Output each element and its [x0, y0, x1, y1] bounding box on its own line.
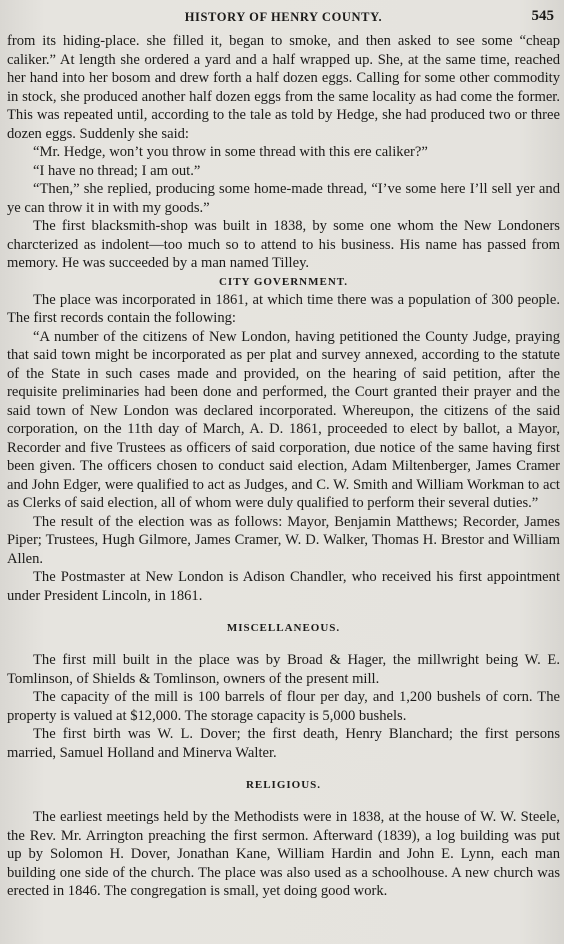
paragraph-continued: from its hiding-place. she filled it, began to smoke, and then asked to see some “cheap caliker.” At length she ordered a yard and a half wrapped up. She, at the same time, reached her hand into her bosom and drew forth a half dozen eggs. Calling for some other commodity in stock, she produced another half dozen eggs from the same locality as had come the former. This was repeated until, according to the tale as told by Hedge, she had produced two or three dozen eggs. Suddenly she said:	[7, 33, 560, 142]
paragraph: The place was incorporated in 1861, at which time there was a population of 300 people. The first records contain the following:	[7, 291, 560, 326]
page-header	[7, 4, 560, 32]
section-heading: CITY GOVERNMENT.	[218, 275, 349, 288]
paragraph-dialogue: “Then,” she replied, producing some home-made thread, “I’ve some here I’ll sell yer and ye can throw it in with my goods.”	[7, 181, 560, 216]
section-city-government	[7, 273, 560, 606]
paragraph-blacksmith: The first blacksmith-shop was built in 1838, by some one whom the New Londoners charcterized as indolent—too much so to attend to his business. His name has passed from memory. He was succeeded by a man named Tilley.	[7, 218, 560, 271]
running-head: HISTORY OF HENRY COUNTY.	[184, 10, 383, 24]
paragraph: The first mill built in the place was by Broad & Hager, the millwright being W. E. Tomlinson, of Shields & Tomlinson, owners of the present mill.	[7, 652, 560, 687]
paragraph-dialogue: “I have no thread; I am out.”	[33, 162, 201, 179]
section-heading: RELIGIOUS.	[245, 779, 322, 791]
paragraph-dialogue: “Mr. Hedge, won’t you throw in some thread with this ere caliker?”	[33, 144, 428, 160]
page-body	[7, 32, 560, 901]
section-miscellaneous	[7, 619, 560, 762]
section-heading: MISCELLANEOUS.	[226, 622, 341, 634]
paragraph: The first birth was W. L. Dover; the first death, Henry Blanchard; the first persons married, Samuel Holland and Minerva Walter.	[7, 726, 560, 761]
paragraph-quotation: “A number of the citizens of New London, having petitioned the County Judge, praying that said town might be incorporated as per plat and survey annexed, according to the statute of the State in such cases made and provided, on the hearing of said petition, after the requisite preliminaries had been done and performed, the Court granted their prayer and the said town of New London was declared incorporated. Whereupon, the citizens of the said corporation, on the 11th day of March, A. D. 1861, proceeded to elect by ballot, a Mayor, Recorder and five Trustees as officers of said corporation, due notice of the same having first been given. The officers chosen to conduct said election, Adam Miltenberger, James Cramer and John Edger, were qualified to act as Judges, and C. W. Smith and William Workman to act as Clerks of said election, all of whom were duly qualified to perform their several duties.”	[7, 328, 560, 511]
paragraph: The result of the election was as follows: Mayor, Benjamin Matthews; Recorder, James Piper; Trustees, Hugh Gilmore, James Cramer, W. D. Walker, Thomas H. Brestor and William Allen.	[7, 513, 560, 567]
page-number: 545	[531, 8, 554, 24]
paragraph: The earliest meetings held by the Methodists were in 1838, at the house of W. W. Steele, the Rev. Mr. Arrington preaching the first sermon. Afterward (1839), a log building was put up by Solomon H. Dover, Jonathan Kane, William Hardin and John E. Lynn, each man building one side of the church. The place was also used as a schoolhouse. A new church was erected in 1846. The congregation is small, yet doing good work.	[7, 809, 560, 899]
paragraph: The capacity of the mill is 100 barrels of flour per day, and 1,200 bushels of corn. The property is valued at $12,000. The storage capacity is 5,000 bushels.	[7, 689, 560, 724]
paragraph: The Postmaster at New London is Adison Chandler, who received his first appointment under President Lincoln, in 1861.	[7, 569, 560, 604]
section-religious	[7, 776, 560, 901]
